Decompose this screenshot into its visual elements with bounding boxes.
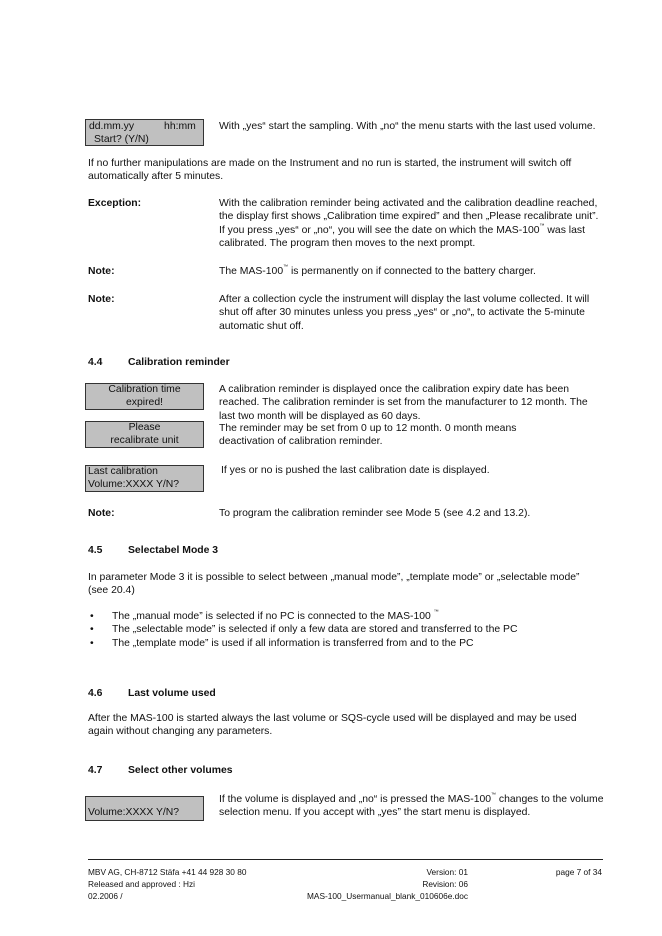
display-volume: Volume:XXXX Y/N? (85, 796, 204, 821)
note3-text: To program the calibration reminder see Mode 5 (see 4.2 and 13.2). (219, 508, 531, 519)
display-last-calibration: Last calibration Volume:XXXX Y/N? (85, 465, 204, 492)
footer-divider (88, 859, 603, 860)
list-item: • The „template mode” is used if all information is transferred from and to the PC (88, 637, 608, 650)
footer-center: Version: 01 Revision: 06 MAS-100_Usermanual_blank_010606e.doc (307, 867, 468, 901)
mode-list (88, 610, 608, 650)
note1-label: Note: (88, 266, 115, 277)
display-date: dd.mm.yy (89, 121, 135, 132)
list-item: • The „selectable mode” is selected if only a few data are stored and transferred to the PC (88, 623, 608, 636)
list-item: • The „manual mode” is selected if no PC is connected to the MAS-100 ™ (88, 610, 608, 623)
display-recalibrate: Please recalibrate unit (85, 421, 204, 448)
start-text: With „yes“ start the sampling. With „no“ the menu starts with the last used volume. (219, 121, 596, 132)
exception-label: Exception: (88, 198, 142, 209)
note1-text: The MAS-100™ is permanently on if connected to the battery charger. (219, 264, 536, 277)
note2-text: After a collection cycle the instrument will display the last volume collected. It will shut off after 30 minutes unless you press „yes“ or „no“„ to activate the 5-minute automatic shut off. (219, 294, 590, 332)
section-4-5-text: In parameter Mode 3 it is possible to select between „manual mode”, „template mode” or „selectable mode” (see 20.4) (88, 572, 580, 597)
note2-label: Note: (88, 294, 115, 305)
display-prompt: Start? (Y/N) (94, 133, 149, 145)
calibration-text-3: If yes or no is pushed the last calibration date is displayed. (221, 465, 490, 476)
display-time: hh:mm (164, 121, 196, 132)
section-4-7-text: If the volume is displayed and „no“ is pressed the MAS-100™ changes to the volume selection menu. If you accept with „yes” the start menu is displayed. (219, 792, 604, 819)
display-start (85, 119, 204, 146)
exception-text: With the calibration reminder being activated and the calibration deadline reached, the display first shows „Calibration time expired” and then „Please recalibrate unit”. If you press „yes“ or „no“, you will see the date on which the MAS-100™ was last calibrated. The program then moves to the next prompt. (219, 198, 599, 249)
note3-label: Note: (88, 508, 115, 519)
display-calibration-expired: Calibration time expired! (85, 383, 204, 410)
section-4-6-text: After the MAS-100 is started always the last volume or SQS-cycle used will be displayed and may be used again without changing any parameters. (88, 713, 577, 738)
calibration-text-1: A calibration reminder is displayed once the calibration expiry date has been reached. The calibration reminder is set from the manufacturer to 12 month. The last two month will be displayed as 60 days. (219, 384, 588, 422)
footer-left: MBV AG, CH-8712 Stäfa +41 44 928 30 80 Released and approved : Hzi 02.2006 / (88, 867, 247, 901)
auto-off-text: If no further manipulations are made on the Instrument and no run is started, the instrument will switch off automatically after 5 minutes. (88, 158, 572, 183)
calibration-text-2: The reminder may be set from 0 up to 12 month. 0 month means deactivation of calibration reminder. (219, 423, 517, 448)
page-number: page 7 of 34 (555, 867, 602, 877)
